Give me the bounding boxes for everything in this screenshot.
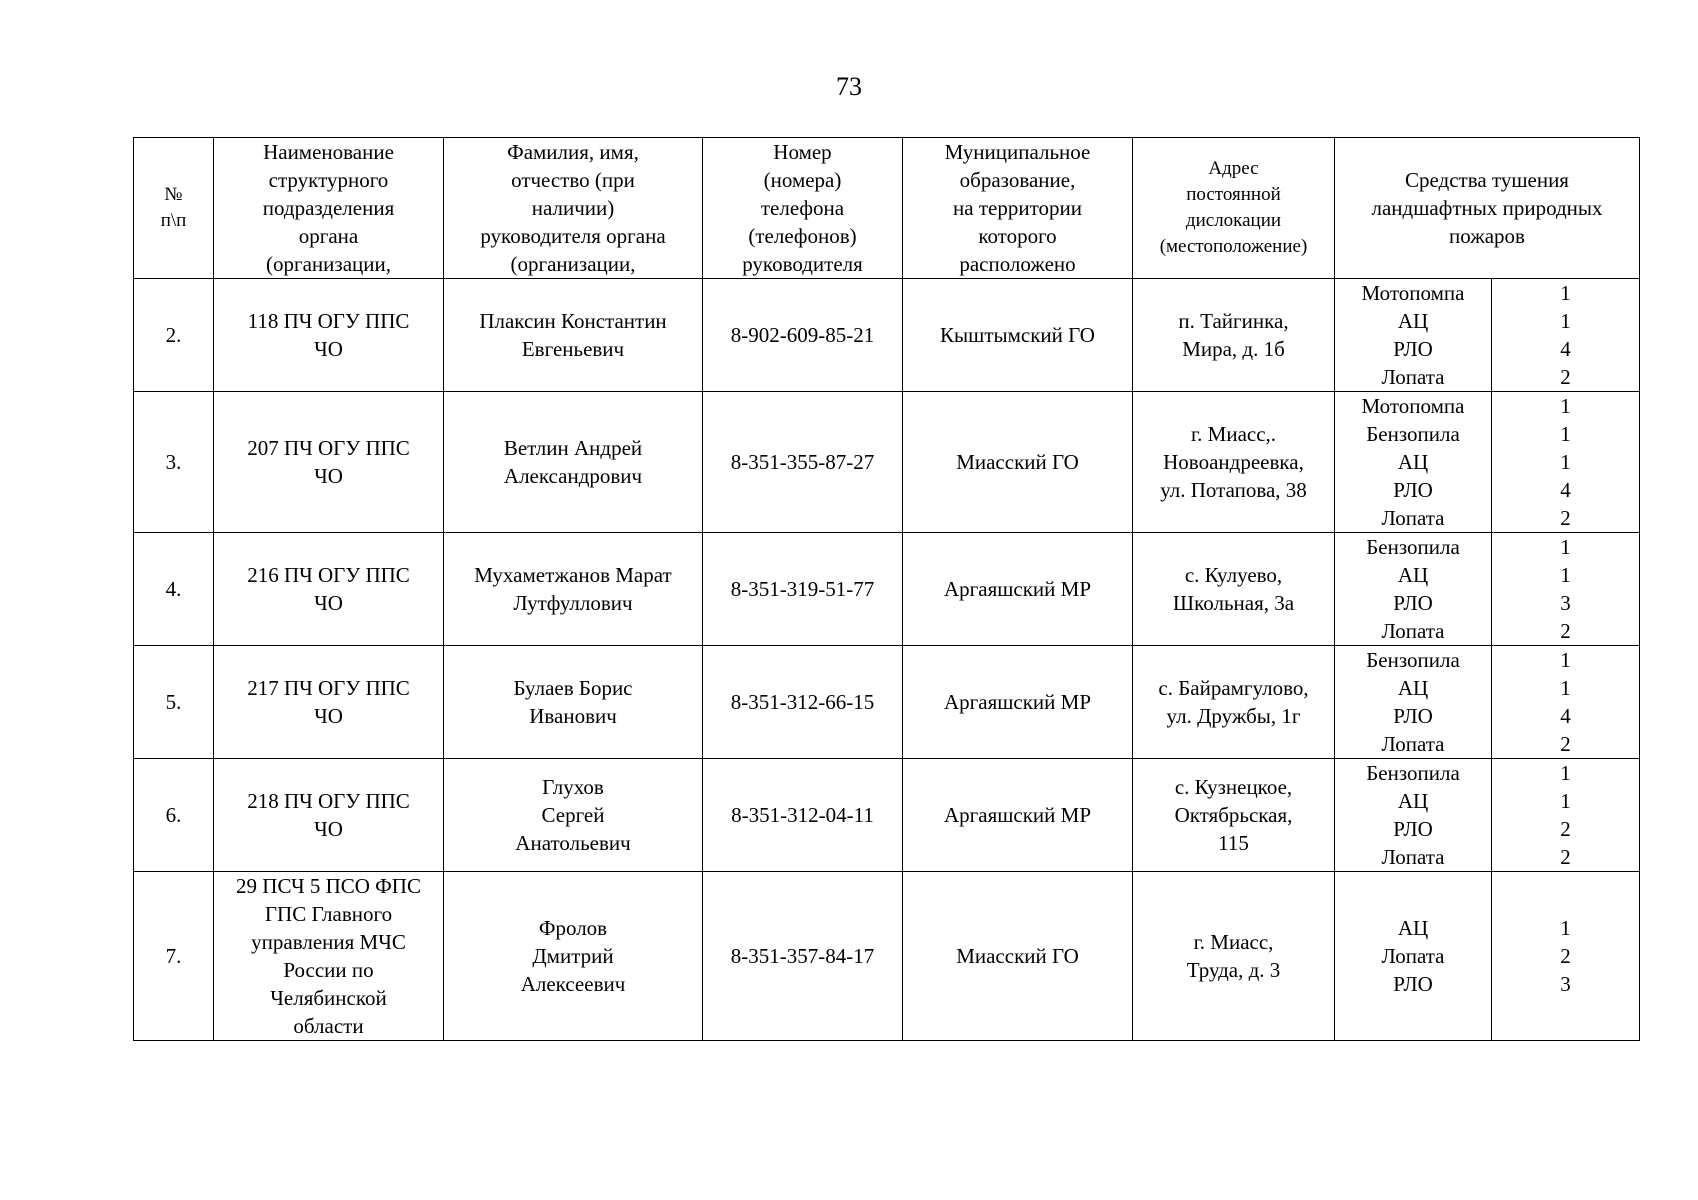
address-line: Мира, д. 1б: [1182, 337, 1285, 361]
table-row: [134, 392, 1640, 533]
unit-name-line: России по: [283, 958, 374, 982]
table-row: [134, 279, 1640, 392]
header-line: Фамилия, имя,: [507, 140, 639, 164]
head-name-line: Ветлин Андрей: [503, 436, 643, 460]
means-quantity-line: 1: [1560, 422, 1571, 446]
table-row: [134, 872, 1640, 1041]
unit-name-line: Челябинской: [270, 986, 387, 1010]
means-list-line: Мотопомпа: [1361, 394, 1465, 418]
phone-number: 8-351-312-66-15: [703, 646, 903, 759]
unit-name: [214, 279, 444, 392]
head-name-line: Александрович: [503, 464, 643, 488]
head-name-line: Алексеевич: [520, 972, 626, 996]
means-list: [1335, 533, 1492, 646]
table-row: [134, 646, 1640, 759]
means-quantity-line: 4: [1560, 704, 1571, 728]
means-quantity: [1492, 759, 1640, 872]
header-no: [134, 138, 214, 279]
header-line: расположено: [959, 252, 1076, 276]
header-line: (номера): [763, 168, 842, 192]
address: [1133, 646, 1335, 759]
unit-name-line: 217 ПЧ ОГУ ППС: [247, 676, 410, 700]
unit-name-line: 29 ПСЧ 5 ПСО ФПС: [236, 874, 421, 898]
unit-name-line: 216 ПЧ ОГУ ППС: [247, 563, 410, 587]
means-list-line: Бензопила: [1366, 535, 1460, 559]
head-name: [444, 759, 703, 872]
head-name: [444, 279, 703, 392]
row-number: 2.: [134, 279, 214, 392]
header-line: (местоположение): [1159, 236, 1308, 257]
phone-number: 8-351-312-04-11: [703, 759, 903, 872]
unit-name-line: управления МЧС: [251, 930, 406, 954]
address-line: г. Миасс,: [1193, 930, 1274, 954]
means-list-line: Бензопила: [1366, 648, 1460, 672]
header-line: Муниципальное: [944, 140, 1091, 164]
means-list-line: Лопата: [1381, 365, 1445, 389]
unit-name: [214, 646, 444, 759]
means-list-line: РЛО: [1393, 591, 1433, 615]
head-name-line: Сергей: [541, 803, 605, 827]
means-list-line: АЦ: [1397, 916, 1429, 940]
means-quantity-line: 3: [1560, 972, 1571, 996]
means-quantity-line: 1: [1560, 648, 1571, 672]
means-list-line: АЦ: [1397, 676, 1429, 700]
address-line: ул. Потапова, 38: [1160, 478, 1307, 502]
address-line: п. Тайгинка,: [1178, 309, 1289, 333]
header-line: руководителя: [742, 252, 863, 276]
header-line: №: [164, 184, 183, 205]
head-name-line: Лутфуллович: [513, 591, 633, 615]
head-name-line: Фролов: [538, 916, 608, 940]
row-number: 7.: [134, 872, 214, 1041]
means-quantity-line: 2: [1560, 732, 1571, 756]
header-line: на территории: [953, 196, 1082, 220]
means-list-line: РЛО: [1393, 704, 1433, 728]
head-name-line: Мухаметжанов Марат: [474, 563, 672, 587]
header-line: отчество (при: [511, 168, 635, 192]
means-quantity-line: 2: [1560, 506, 1571, 530]
phone-number: 8-351-319-51-77: [703, 533, 903, 646]
unit-name: [214, 533, 444, 646]
means-quantity: [1492, 392, 1640, 533]
means-quantity-line: 1: [1560, 281, 1571, 305]
means-list: [1335, 279, 1492, 392]
address: [1133, 759, 1335, 872]
means-quantity: [1492, 872, 1640, 1041]
address-line: 115: [1218, 831, 1249, 855]
head-name: [444, 872, 703, 1041]
phone-number: 8-351-357-84-17: [703, 872, 903, 1041]
unit-name-line: 218 ПЧ ОГУ ППС: [247, 789, 410, 813]
head-name: [444, 392, 703, 533]
means-list-line: АЦ: [1397, 789, 1429, 813]
address-line: с. Кузнецкое,: [1174, 775, 1293, 799]
head-name-line: Булаев Борис: [513, 676, 633, 700]
means-quantity-line: 2: [1560, 944, 1571, 968]
means-quantity-line: 2: [1560, 817, 1571, 841]
header-line: ландшафтных природных: [1371, 196, 1603, 220]
municipality: Аргаяшский МР: [903, 759, 1133, 872]
header-line: (телефонов): [748, 224, 857, 248]
municipality: Миасский ГО: [903, 872, 1133, 1041]
header-line: Наименование: [263, 140, 394, 164]
unit-name: [214, 759, 444, 872]
header-line: которого: [978, 224, 1057, 248]
means-list-line: Лопата: [1381, 944, 1445, 968]
header-phone: [703, 138, 903, 279]
means-quantity-line: 2: [1560, 365, 1571, 389]
means-list: [1335, 759, 1492, 872]
fire-units-table: [133, 137, 1640, 1041]
header-line: пожаров: [1449, 224, 1525, 248]
means-list: [1335, 872, 1492, 1041]
unit-name-line: ЧО: [314, 591, 343, 615]
means-list-line: Лопата: [1381, 845, 1445, 869]
head-name-line: Глухов: [542, 775, 604, 799]
header-line: подразделения: [262, 196, 395, 220]
means-quantity: [1492, 533, 1640, 646]
means-quantity-line: 1: [1560, 916, 1571, 940]
means-quantity-line: 1: [1560, 761, 1571, 785]
address-line: с. Байрамгулово,: [1158, 676, 1309, 700]
header-line: телефона: [760, 196, 845, 220]
head-name: [444, 646, 703, 759]
means-quantity-line: 1: [1560, 563, 1571, 587]
header-line: Номер: [773, 140, 832, 164]
address: [1133, 279, 1335, 392]
means-list-line: АЦ: [1397, 309, 1429, 333]
head-name-line: Дмитрий: [532, 944, 614, 968]
means-quantity-line: 1: [1560, 789, 1571, 813]
means-list-line: Лопата: [1381, 619, 1445, 643]
header-line: (организации,: [510, 252, 636, 276]
address-line: г. Миасс,.: [1190, 422, 1277, 446]
table-body: [134, 279, 1640, 1041]
means-list-line: Бензопила: [1366, 422, 1460, 446]
header-line: п\п: [160, 210, 187, 231]
means-list-line: РЛО: [1393, 972, 1433, 996]
means-quantity: [1492, 646, 1640, 759]
header-means: [1335, 138, 1640, 279]
unit-name-line: 118 ПЧ ОГУ ППС: [247, 309, 410, 333]
head-name-line: Евгеньевич: [521, 337, 625, 361]
means-quantity-line: 1: [1560, 309, 1571, 333]
address-line: Труда, д. 3: [1186, 958, 1281, 982]
unit-name: [214, 872, 444, 1041]
row-number: 5.: [134, 646, 214, 759]
means-quantity-line: 4: [1560, 478, 1571, 502]
unit-name-line: области: [293, 1014, 364, 1038]
means-quantity-line: 2: [1560, 845, 1571, 869]
header-line: дислокации: [1185, 210, 1282, 231]
header-line: руководителя органа: [480, 224, 666, 248]
means-list: [1335, 392, 1492, 533]
header-line: Средства тушения: [1405, 168, 1569, 192]
address: [1133, 392, 1335, 533]
means-quantity-line: 4: [1560, 337, 1571, 361]
header-line: органа: [298, 224, 359, 248]
header-line: образование,: [959, 168, 1076, 192]
header-unit: [214, 138, 444, 279]
address-line: с. Кулуево,: [1184, 563, 1283, 587]
header-line: постоянной: [1186, 184, 1281, 205]
header-row: [134, 138, 1640, 279]
means-list-line: АЦ: [1397, 450, 1429, 474]
means-quantity-line: 1: [1560, 535, 1571, 559]
table-row: [134, 759, 1640, 872]
phone-number: 8-351-355-87-27: [703, 392, 903, 533]
unit-name: [214, 392, 444, 533]
header-line: структурного: [268, 168, 389, 192]
means-list-line: РЛО: [1393, 817, 1433, 841]
means-quantity-line: 3: [1560, 591, 1571, 615]
means-quantity-line: 1: [1560, 450, 1571, 474]
header-line: Адрес: [1208, 158, 1259, 179]
address-line: ул. Дружбы, 1г: [1166, 704, 1301, 728]
header-head: [444, 138, 703, 279]
address-line: Октябрьская,: [1174, 803, 1293, 827]
head-name: [444, 533, 703, 646]
page-number: 73: [836, 72, 862, 101]
unit-name-line: ЧО: [314, 704, 343, 728]
means-quantity-line: 1: [1560, 676, 1571, 700]
municipality: Аргаяшский МР: [903, 533, 1133, 646]
row-number: 3.: [134, 392, 214, 533]
means-list-line: РЛО: [1393, 478, 1433, 502]
header-line: (организации,: [266, 252, 391, 276]
municipality: Миасский ГО: [903, 392, 1133, 533]
means-list-line: Лопата: [1381, 506, 1445, 530]
address-line: Новоандреевка,: [1163, 450, 1304, 474]
municipality: Кыштымский ГО: [903, 279, 1133, 392]
means-quantity: [1492, 279, 1640, 392]
means-list-line: РЛО: [1393, 337, 1433, 361]
row-number: 6.: [134, 759, 214, 872]
means-list-line: Лопата: [1381, 732, 1445, 756]
address: [1133, 872, 1335, 1041]
means-list: [1335, 646, 1492, 759]
table-row: [134, 533, 1640, 646]
phone-number: 8-902-609-85-21: [703, 279, 903, 392]
address: [1133, 533, 1335, 646]
means-quantity-line: 2: [1560, 619, 1571, 643]
unit-name-line: ЧО: [314, 337, 343, 361]
unit-name-line: ГПС Главного: [264, 902, 393, 926]
row-number: 4.: [134, 533, 214, 646]
means-list-line: Мотопомпа: [1361, 281, 1465, 305]
means-quantity-line: 1: [1560, 394, 1571, 418]
header-municipality: [903, 138, 1133, 279]
head-name-line: Иванович: [529, 704, 617, 728]
municipality: Аргаяшский МР: [903, 646, 1133, 759]
head-name-line: Плаксин Константин: [479, 309, 667, 333]
address-line: Школьная, 3а: [1172, 591, 1295, 615]
head-name-line: Анатольевич: [515, 831, 631, 855]
means-list-line: Бензопила: [1366, 761, 1460, 785]
header-address: [1133, 138, 1335, 279]
unit-name-line: ЧО: [314, 464, 343, 488]
header-line: наличии): [531, 196, 615, 220]
means-list-line: АЦ: [1397, 563, 1429, 587]
unit-name-line: ЧО: [314, 817, 343, 841]
unit-name-line: 207 ПЧ ОГУ ППС: [247, 436, 410, 460]
